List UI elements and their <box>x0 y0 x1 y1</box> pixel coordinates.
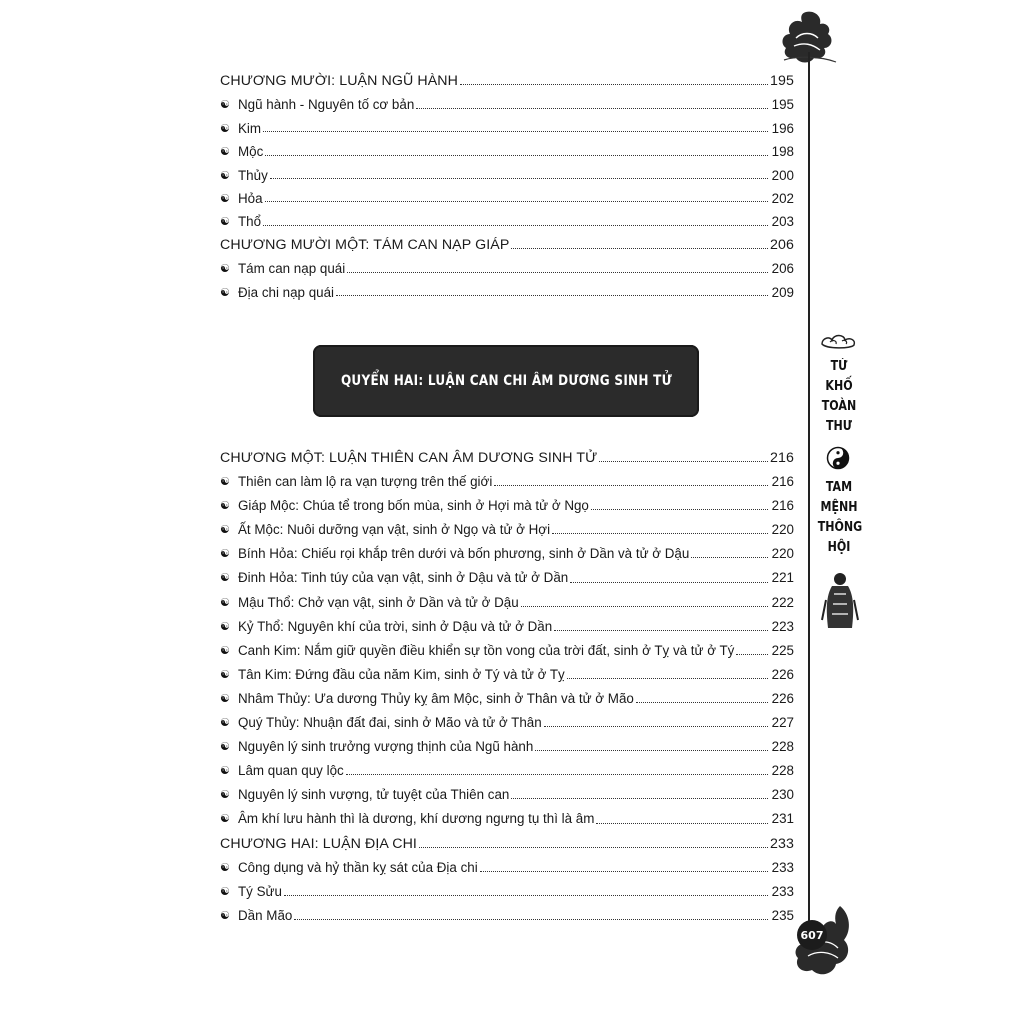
toc-page-number: 216 <box>771 474 794 490</box>
yin-yang-bullet-icon: ☯ <box>220 692 230 705</box>
toc-item-row <box>220 117 794 140</box>
toc-entry-label: Lâm quan quy lộc <box>238 763 344 779</box>
yin-yang-icon <box>826 446 850 470</box>
toc-entry-label: Thủy <box>238 167 268 183</box>
toc-entry-label: Nguyên lý sinh trưởng vượng thịnh của Ngũ hành <box>238 739 534 755</box>
yin-yang-bullet-icon: ☯ <box>220 263 230 276</box>
yin-yang-bullet-icon: ☯ <box>220 99 230 112</box>
toc-entry-label: Quý Thủy: Nhuận đất đai, sinh ở Mão và tử ở Thân <box>238 715 542 731</box>
side-title-book-name <box>818 478 861 558</box>
yin-yang-bullet-icon: ☯ <box>220 146 230 159</box>
toc-entry-label: Mộc <box>238 144 264 160</box>
toc-item-row <box>220 880 794 904</box>
toc-entry-label: Tám can nạp quái <box>238 261 346 277</box>
toc-item-row <box>220 281 794 304</box>
toc-page-number: 221 <box>771 570 794 586</box>
dot-leader <box>511 248 768 249</box>
toc-item-row <box>220 591 794 615</box>
yin-yang-bullet-icon: ☯ <box>220 169 230 182</box>
dot-leader <box>416 108 768 109</box>
toc-entry-label: Tý Sửu <box>238 883 282 899</box>
yin-yang-bullet-icon: ☯ <box>220 216 230 229</box>
side-title-line: TOÀN <box>821 399 857 414</box>
side-title-line: TAM <box>825 480 853 495</box>
side-title-line: THÔNG <box>817 520 863 535</box>
toc-item-row <box>220 257 794 280</box>
dot-leader <box>265 155 768 156</box>
side-title-line: THƯ <box>825 419 853 434</box>
dot-leader <box>265 201 768 202</box>
yin-yang-bullet-icon: ☯ <box>220 524 230 537</box>
toc-chapter-row <box>220 446 794 470</box>
toc-item-row <box>220 470 794 494</box>
toc-chapter-row <box>220 234 794 257</box>
yin-yang-bullet-icon: ☯ <box>220 717 230 730</box>
toc-page-number: 233 <box>771 859 794 875</box>
toc-entry-label: Kim <box>238 120 262 136</box>
dot-leader <box>599 461 768 462</box>
yin-yang-bullet-icon: ☯ <box>220 476 230 489</box>
toc-page-number: 220 <box>771 522 794 538</box>
toc-page-number: 222 <box>771 594 794 610</box>
dot-leader <box>419 847 768 848</box>
yin-yang-bullet-icon: ☯ <box>220 122 230 135</box>
toc-entry-label: Ất Mộc: Nuôi dưỡng vạn vật, sinh ở Ngọ và tử ở Hợi <box>238 522 551 538</box>
toc-entry-label: Nguyên lý sinh vượng, tử tuyệt của Thiên can <box>238 787 510 803</box>
dot-leader <box>494 485 768 486</box>
dot-leader <box>521 606 768 607</box>
yin-yang-bullet-icon: ☯ <box>220 286 230 299</box>
dot-leader <box>460 84 768 85</box>
toc-page-number: 233 <box>770 835 794 852</box>
yin-yang-bullet-icon: ☯ <box>220 596 230 609</box>
toc-page-number: 200 <box>771 167 794 183</box>
toc-page-number: 216 <box>771 498 794 514</box>
toc-entry-label: Thiên can làm lộ ra vạn tượng trên thế giới <box>238 474 493 490</box>
dot-leader <box>263 131 768 132</box>
yin-yang-bullet-icon: ☯ <box>220 548 230 561</box>
dot-leader <box>347 272 768 273</box>
toc-page-number: 198 <box>771 144 794 160</box>
dot-leader <box>554 630 768 631</box>
toc-item-row <box>220 663 794 687</box>
toc-page-number: 230 <box>771 787 794 803</box>
dot-leader <box>570 582 768 583</box>
toc-entry-label: Dần Mão <box>238 907 293 923</box>
toc-item-row <box>220 615 794 639</box>
toc-item-row <box>220 783 794 807</box>
yin-yang-bullet-icon: ☯ <box>220 813 230 826</box>
toc-page-number: 195 <box>771 97 794 113</box>
yin-yang-bullet-icon: ☯ <box>220 741 230 754</box>
toc-page-number: 233 <box>771 883 794 899</box>
dot-leader <box>480 871 768 872</box>
toc-item-row <box>220 210 794 233</box>
toc-entry-label: Hỏa <box>238 190 263 206</box>
toc-item-row <box>220 93 794 116</box>
toc-item-row <box>220 687 794 711</box>
dot-leader <box>263 225 768 226</box>
yin-yang-bullet-icon: ☯ <box>220 644 230 657</box>
toc-entry-label: CHƯƠNG MỘT: LUẬN THIÊN CAN ÂM DƯƠNG SINH TỬ <box>220 450 598 466</box>
toc-item-row <box>220 711 794 735</box>
toc-entry-label: Kỷ Thổ: Nguyên khí của trời, sinh ở Dậu và tử ở Dần <box>238 618 553 634</box>
toc-item-row <box>220 542 794 566</box>
toc-entry-label: CHƯƠNG MƯỜI: LUẬN NGŨ HÀNH <box>220 73 458 89</box>
yin-yang-bullet-icon: ☯ <box>220 572 230 585</box>
yin-yang-bullet-icon: ☯ <box>220 500 230 513</box>
dot-leader <box>591 509 768 510</box>
toc-page-number: 235 <box>771 907 794 923</box>
yin-yang-bullet-icon: ☯ <box>220 620 230 633</box>
dot-leader <box>596 823 768 824</box>
dot-leader <box>736 654 768 655</box>
page-number-badge: 607 <box>797 920 827 950</box>
toc-entry-label: Địa chi nạp quái <box>238 284 335 300</box>
toc-page-number: 216 <box>770 450 794 466</box>
toc-item-row <box>220 904 794 928</box>
toc-item-row <box>220 807 794 831</box>
side-title-book-series <box>818 357 861 437</box>
dot-leader <box>552 533 768 534</box>
toc-item-row <box>220 856 794 880</box>
yin-yang-bullet-icon: ☯ <box>220 192 230 205</box>
toc-page-number: 231 <box>771 811 794 827</box>
toc-item-row <box>220 566 794 590</box>
yin-yang-bullet-icon: ☯ <box>220 861 230 874</box>
toc-item-row <box>220 759 794 783</box>
side-title-line: HỘI <box>827 540 851 555</box>
side-title-line: TỨ <box>830 359 848 374</box>
side-title-line: MỆNH <box>820 500 858 515</box>
dot-leader <box>346 774 768 775</box>
toc-page-number: 196 <box>771 120 794 136</box>
toc-entry-label: Giáp Mộc: Chúa tể trong bốn mùa, sinh ở Hợi mà tử ở Ngọ <box>238 498 589 514</box>
vertical-rule <box>808 52 810 928</box>
section-banner <box>313 345 699 417</box>
section-banner-title: QUYỂN HAI: LUẬN CAN CHI ÂM DƯƠNG SINH TỬ <box>340 373 672 389</box>
yin-yang-bullet-icon: ☯ <box>220 885 230 898</box>
toc-item-row <box>220 164 794 187</box>
toc-entry-label: CHƯƠNG MƯỜI MỘT: TÁM CAN NẠP GIÁP <box>220 236 510 253</box>
toc-page-number: 195 <box>770 73 794 89</box>
toc-entry-label: Bính Hỏa: Chiếu rọi khắp trên dưới và bốn phương, sinh ở Dần và tử ở Dậu <box>238 546 690 562</box>
toc-part-2 <box>220 446 794 928</box>
toc-page-number: 227 <box>771 715 794 731</box>
toc-entry-label: Mậu Thổ: Chở vạn vật, sinh ở Dần và tử ở Dậu <box>238 594 519 610</box>
toc-page-number: 223 <box>771 618 794 634</box>
toc-chapter-row <box>220 832 794 856</box>
dot-leader <box>544 726 768 727</box>
dot-leader <box>270 178 768 179</box>
dot-leader <box>336 295 768 296</box>
cloud-ornament-icon <box>818 330 858 352</box>
toc-chapter-row <box>220 70 794 93</box>
toc-entry-label: Canh Kim: Nắm giữ quyền điều khiển sự tồn vong của trời đất, sinh ở Tỵ và tử ở Tý <box>238 642 735 658</box>
toc-page-number: 206 <box>770 236 794 253</box>
toc-entry-label: Công dụng và hỷ thần kỵ sát của Địa chi <box>238 859 478 875</box>
toc-entry-label: Ngũ hành - Nguyên tố cơ bản <box>238 97 415 113</box>
toc-entry-label: Nhâm Thủy: Ưa dương Thủy kỵ âm Mộc, sinh ở Thân và tử ở Mão <box>238 690 634 706</box>
toc-entry-label: CHƯƠNG HAI: LUẬN ĐỊA CHI <box>220 835 417 852</box>
yin-yang-bullet-icon: ☯ <box>220 668 230 681</box>
toc-page-number: 209 <box>771 284 794 300</box>
toc-part-1 <box>220 70 794 304</box>
toc-item-row <box>220 518 794 542</box>
dot-leader <box>284 895 768 896</box>
toc-page-number: 226 <box>771 666 794 682</box>
toc-item-row <box>220 494 794 518</box>
toc-entry-label: Tân Kim: Đứng đầu của năm Kim, sinh ở Tý và tử ở Tỵ <box>238 666 565 682</box>
toc-page-number: 228 <box>771 763 794 779</box>
toc-page-number: 203 <box>771 214 794 230</box>
toc-item-row <box>220 639 794 663</box>
toc-page-number: 206 <box>771 261 794 277</box>
yin-yang-bullet-icon: ☯ <box>220 765 230 778</box>
dot-leader <box>294 919 768 920</box>
toc-page-number: 228 <box>771 739 794 755</box>
dot-leader <box>636 702 768 703</box>
dot-leader <box>691 557 768 558</box>
toc-entry-label: Âm khí lưu hành thì là dương, khí dương ngưng tụ thì là âm <box>238 811 595 827</box>
toc-item-row <box>220 735 794 759</box>
dot-leader <box>567 678 768 679</box>
toc-page-number: 225 <box>771 642 794 658</box>
toc-page-number: 202 <box>771 190 794 206</box>
dot-leader <box>535 750 768 751</box>
toc-page-number: 226 <box>771 690 794 706</box>
side-title-line: KHỐ <box>825 379 853 394</box>
toc-entry-label: Thổ <box>238 214 262 230</box>
yin-yang-bullet-icon: ☯ <box>220 909 230 922</box>
toc-item-row <box>220 187 794 210</box>
sage-figure-icon <box>820 570 860 632</box>
toc-page-number: 220 <box>771 546 794 562</box>
toc-item-row <box>220 140 794 163</box>
yin-yang-bullet-icon: ☯ <box>220 789 230 802</box>
toc-entry-label: Đinh Hỏa: Tinh túy của vạn vật, sinh ở Dậu và tử ở Dần <box>238 570 569 586</box>
dot-leader <box>511 798 768 799</box>
